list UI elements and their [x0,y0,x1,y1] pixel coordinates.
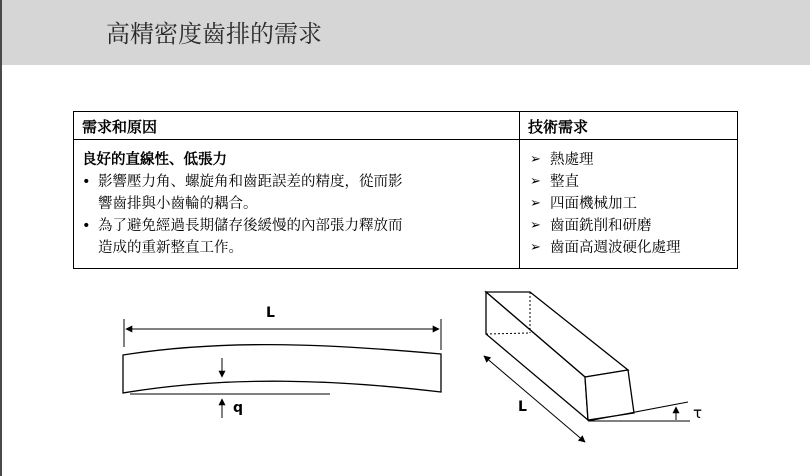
bullet-dot: • [82,218,91,234]
tech-item: ➢ 齒面高週波硬化處理 [530,237,737,259]
tech-item: ➢ 齒面銑削和研磨 [530,215,737,237]
right-length-label: L [518,399,527,415]
tech-item: ➢ 熱處理 [530,149,737,171]
bent-rack-body [123,345,441,393]
arrowhead-icon: ➢ [530,196,541,211]
left-length-label: L [266,305,275,321]
tech-item: ➢ 四面機械加工 [530,193,737,215]
bullet-dot: • [82,174,91,190]
needs-subheading: 良好的直線性、低張力 [82,152,227,168]
rack-end-face [585,370,634,420]
arrowhead-icon: ➢ [530,218,541,233]
bullet-2-line-2: 造成的重新整直工作。 [98,240,243,256]
header-tech-needs: 技術需求 [520,112,738,140]
tech-item: ➢ 整直 [530,171,737,193]
bullet-1-line-1: 影響壓力角、螺旋角和齒距誤差的精度，從而影 [98,174,403,190]
twist-label: τ [693,404,703,422]
header-needs-reasons: 需求和原因 [74,112,520,140]
bullet-1-line-2: 響齒排與小齒輪的耦合。 [98,196,258,212]
arrowhead-icon: ➢ [530,174,541,189]
bullet-2-line-1: 為了避免經過長期儲存後緩慢的內部張力釋放而 [98,218,403,234]
twisted-rack-figure [484,292,690,442]
page-title: 高精密度齒排的需求 [106,20,322,48]
deflection-label: q [233,400,244,416]
bent-rack-figure [123,319,441,418]
arrowhead-icon: ➢ [530,152,541,167]
arrowhead-icon: ➢ [530,240,541,255]
